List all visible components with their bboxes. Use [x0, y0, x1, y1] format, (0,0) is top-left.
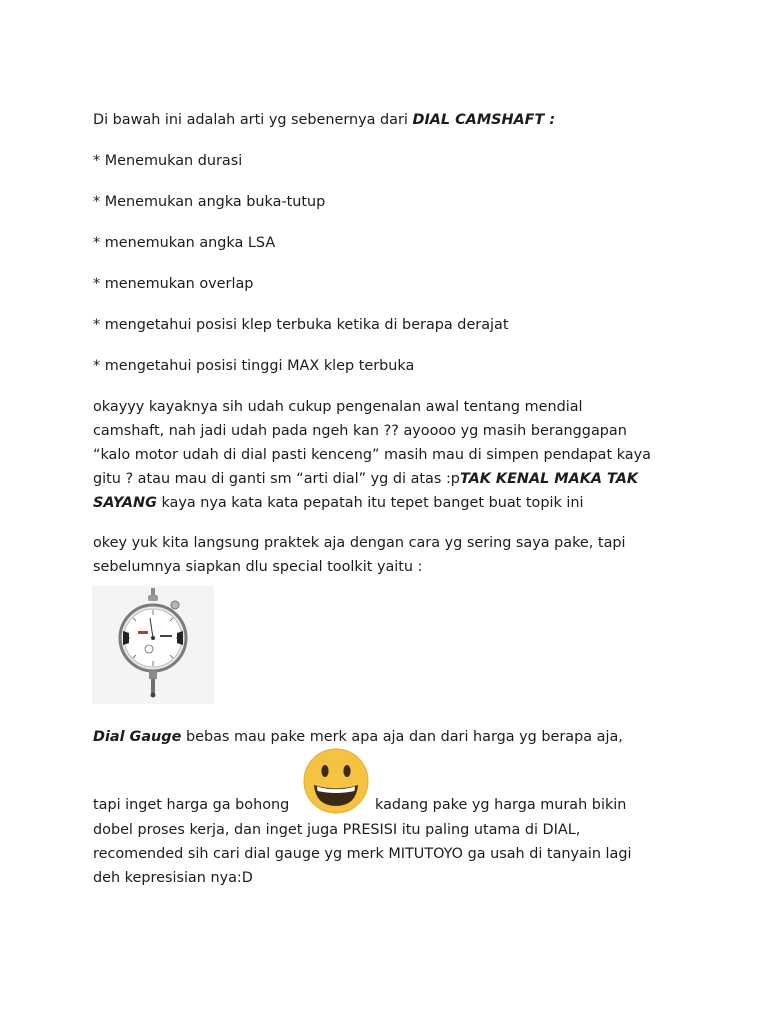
- bullet-item: * menemukan overlap: [93, 276, 254, 292]
- paragraph-toolkit: okey yuk kita langsung praktek aja dengan cara yg sering saya pake, tapi sebelumnya siapkan dlu special toolkit yaitu :: [93, 535, 626, 575]
- document-body: [93, 108, 678, 579]
- price-line-part-1: tapi inget harga ga bohong: [93, 797, 290, 813]
- proverb-emphasis: TAK KENAL MAKA TAK: [459, 471, 639, 487]
- bullet-item: * mengetahui posisi tinggi MAX klep terbuka: [93, 358, 415, 374]
- bullet-item: * Menemukan angka buka-tutup: [93, 194, 326, 210]
- intro-line: Di bawah ini adalah arti yg sebenernya dari DIAL CAMSHAFT :: [93, 112, 556, 128]
- paragraph-intro-camshaft: okayyy kayaknya sih udah cukup pengenalan awal tentang mendial camshaft, nah jadi udah pada ngeh kan ?? ayoooo yg masih beranggapan “kalo motor udah di dial pasti kenceng” masih mau di simpen pendapat kaya gitu ? atau mau di ganti sm “arti dial” yg di atas :pTAK KENAL MAKA TAK SAYANG kaya nya kata kata pepatah itu tepet banget buat topik ini: [93, 399, 651, 511]
- proverb-emphasis-cont: SAYANG: [93, 495, 157, 511]
- price-line-4: deh kepresisian nya:D: [93, 870, 253, 886]
- intro-emphasis: DIAL CAMSHAFT :: [412, 112, 556, 128]
- price-line-3: recomended sih cari dial gauge yg merk MITUTOYO ga usah di tanyain lagi: [93, 846, 632, 862]
- grinning-face-icon: [299, 748, 373, 814]
- price-line-part-2: kadang pake yg harga murah bikin: [375, 797, 627, 813]
- bullet-item: * Menemukan durasi: [93, 153, 243, 169]
- grinning-face-emoji-image: [299, 748, 373, 814]
- dial-gauge-term: Dial Gauge: [93, 729, 182, 745]
- bullet-item: * mengetahui posisi klep terbuka ketika di berapa derajat: [93, 317, 509, 333]
- price-line-2: dobel proses kerja, dan inget juga PRESISI itu paling utama di DIAL,: [93, 822, 581, 838]
- dial-gauge-image: [92, 586, 214, 704]
- bullet-item: * menemukan angka LSA: [93, 235, 276, 251]
- paragraph-dial-gauge: Dial Gauge bebas mau pake merk apa aja dan dari harga yg berapa aja,: [93, 729, 623, 745]
- dial-gauge-icon: [92, 586, 214, 704]
